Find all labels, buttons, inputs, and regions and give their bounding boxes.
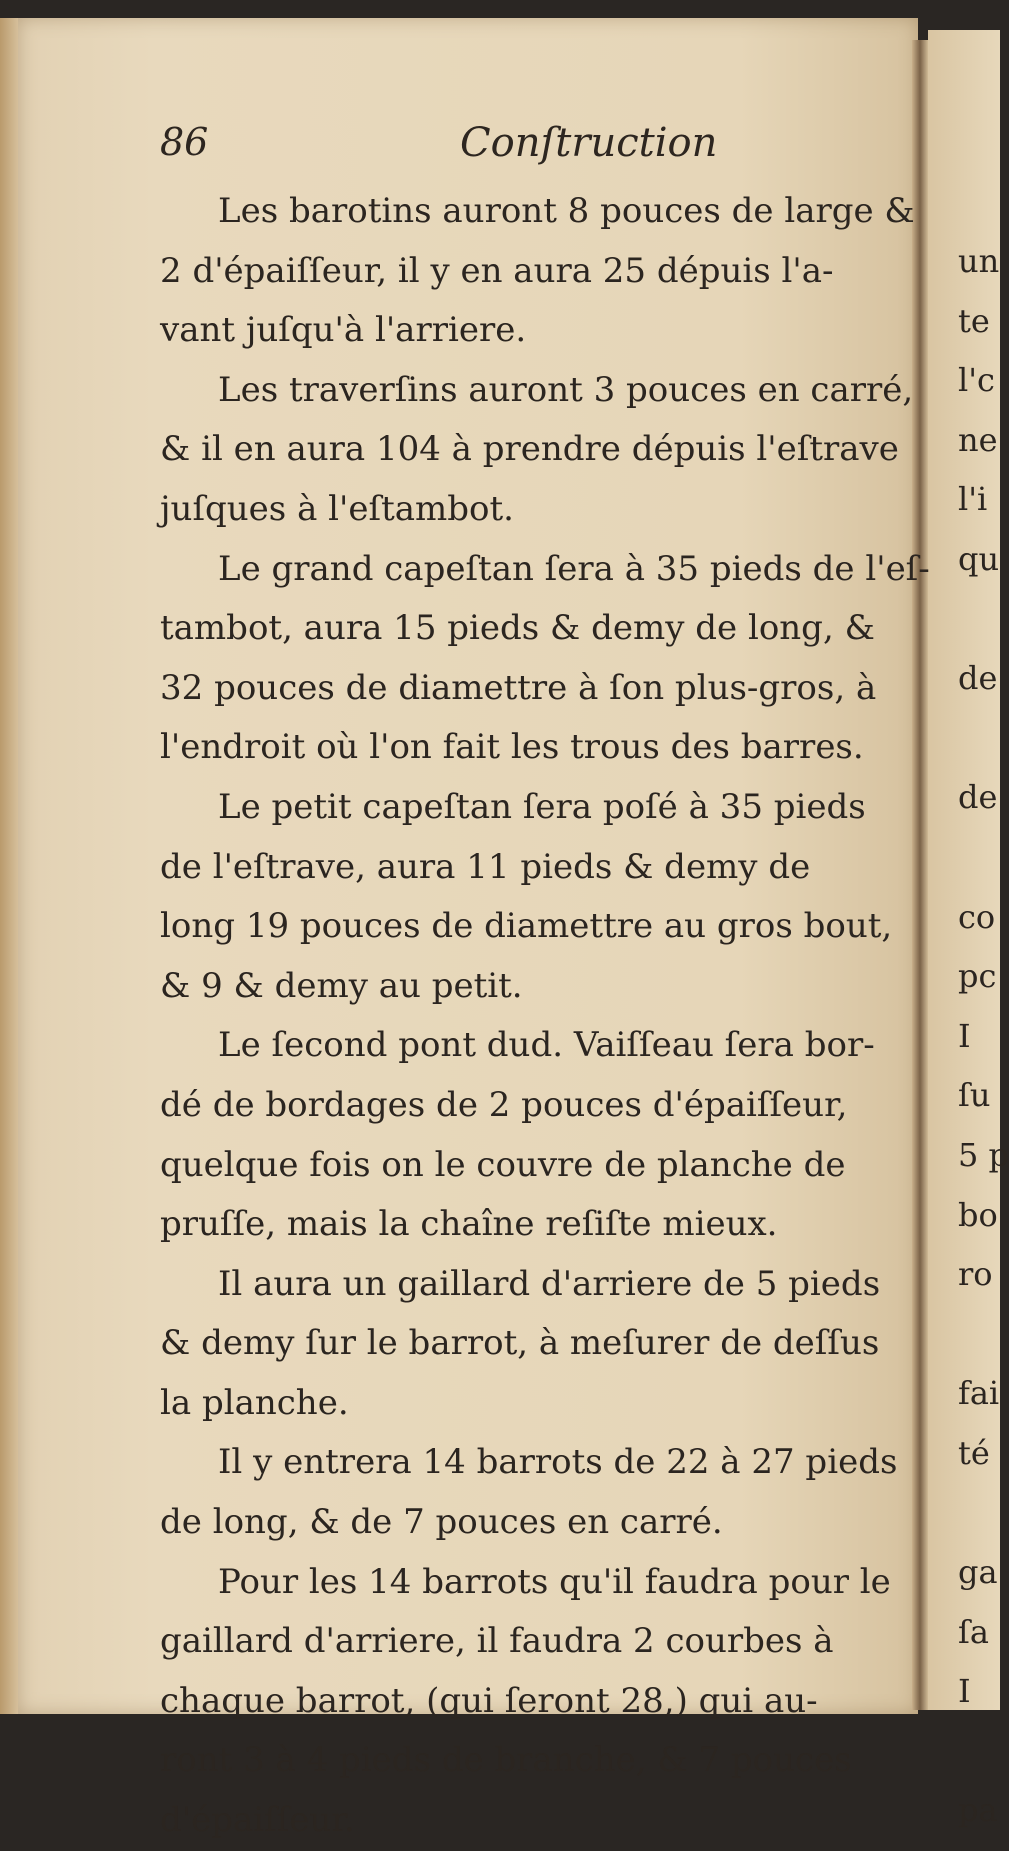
right-page-fragment: l'c — [958, 361, 995, 400]
body-text — [160, 182, 930, 1851]
right-page-fragment: I — [958, 1672, 971, 1711]
text-line: & 9 & demy au petit. — [160, 965, 523, 1006]
right-page-fragment — [958, 709, 1000, 769]
text-line: 2 d'épaiſſeur, il y en aura 25 dépuis l'a- — [160, 250, 834, 291]
text-line: & demy ſur le barrot, à meſurer de deſſus — [160, 1323, 880, 1364]
right-page-fragment: un — [958, 242, 1000, 280]
page-number: 86 — [160, 120, 209, 164]
text-line: Le petit capeſtan ſera poſé à 35 pieds — [218, 786, 866, 827]
text-line: quelque fois on le couvre de planche de — [160, 1144, 846, 1185]
text-line: la planche. — [160, 1382, 349, 1423]
page-header — [160, 120, 880, 180]
right-page-fragment: de — [958, 659, 998, 698]
text-line: Le ſecond pont dud. Vaiſſeau ſera bor- — [218, 1025, 875, 1066]
text-line: Le grand capeſtan ſera à 35 pieds de l'eſ- — [218, 548, 930, 589]
text-line: & il en aura 104 à prendre dépuis l'eſtrave — [160, 429, 899, 470]
right-page-fragment — [958, 590, 1000, 650]
right-page-fragment: ne — [958, 420, 998, 459]
right-page-fragment: té — [958, 1433, 990, 1472]
running-head: Conſtruction — [460, 120, 718, 166]
text-line: gaillard d'arriere, il faudra 2 courbes à — [160, 1621, 834, 1662]
right-page-fragment: ga — [958, 1553, 998, 1592]
right-page-fragment: l'i — [958, 480, 988, 519]
right-page-fragment: ſa — [958, 1612, 989, 1651]
text-line: d'épaiſſeur. — [160, 1800, 355, 1841]
text-line: chaque barrot, (qui ſeront 28,) qui au- — [160, 1680, 818, 1721]
text-line: Il y entrera 14 barrots de 22 à 27 pieds — [218, 1442, 898, 1483]
right-page-fragment: 5 p — [958, 1135, 1009, 1174]
right-page-text-fragments — [958, 232, 1009, 1841]
text-line: long 19 pouces de diamettre au gros bout, — [160, 906, 893, 947]
text-line: l'endroit où l'on fait les trous des barres. — [160, 727, 864, 768]
right-page-fragment: co — [958, 897, 996, 936]
right-page-fragment — [958, 828, 1000, 888]
text-line: de long, & de 7 pouces en carré. — [160, 1502, 723, 1543]
text-line: Pour les 14 barrots qu'il faudra pour le — [218, 1561, 891, 1602]
right-page-fragment: te — [958, 301, 990, 340]
right-page-fragment: fai — [958, 1374, 1000, 1413]
right-page-fragment — [958, 1305, 1000, 1365]
text-line: de l'eſtrave, aura 11 pieds & demy de — [160, 846, 811, 887]
text-line: Il aura un gaillard d'arriere de 5 pieds — [218, 1263, 881, 1304]
text-line: ront 3 à 4 pieds de branche, & 7 pouces — [160, 1740, 852, 1781]
text-line: vant juſqu'à l'arriere. — [160, 310, 527, 351]
right-page-fragment: qu — [958, 539, 1000, 578]
text-line: pruſſe, mais la chaîne reſiſte mieux. — [160, 1204, 778, 1245]
right-page-fragment: de — [958, 778, 998, 817]
text-line: juſques à l'eſtambot. — [160, 488, 514, 529]
right-page-fragment: ſu — [958, 1076, 991, 1115]
text-line: dé de bordages de 2 pouces d'épaiſſeur, — [160, 1084, 848, 1125]
text-line: 32 pouces de diamettre à ſon plus-gros, à — [160, 667, 877, 708]
right-page-fragment: bo — [958, 1195, 998, 1234]
right-page-fragment — [958, 1483, 1000, 1543]
right-page-fragment: pc — [958, 957, 997, 996]
text-line: Les traverſins auront 3 pouces en carré, — [218, 369, 914, 410]
text-line: Les barotins auront 8 pouces de large & — [218, 191, 915, 231]
right-page-fragment: ro — [958, 1255, 993, 1294]
right-page-fragment — [958, 1722, 1000, 1782]
right-page-fragment: I — [958, 1016, 971, 1055]
right-page-fragment: pa — [958, 1791, 998, 1830]
text-line: tambot, aura 15 pieds & demy de long, & — [160, 608, 875, 649]
